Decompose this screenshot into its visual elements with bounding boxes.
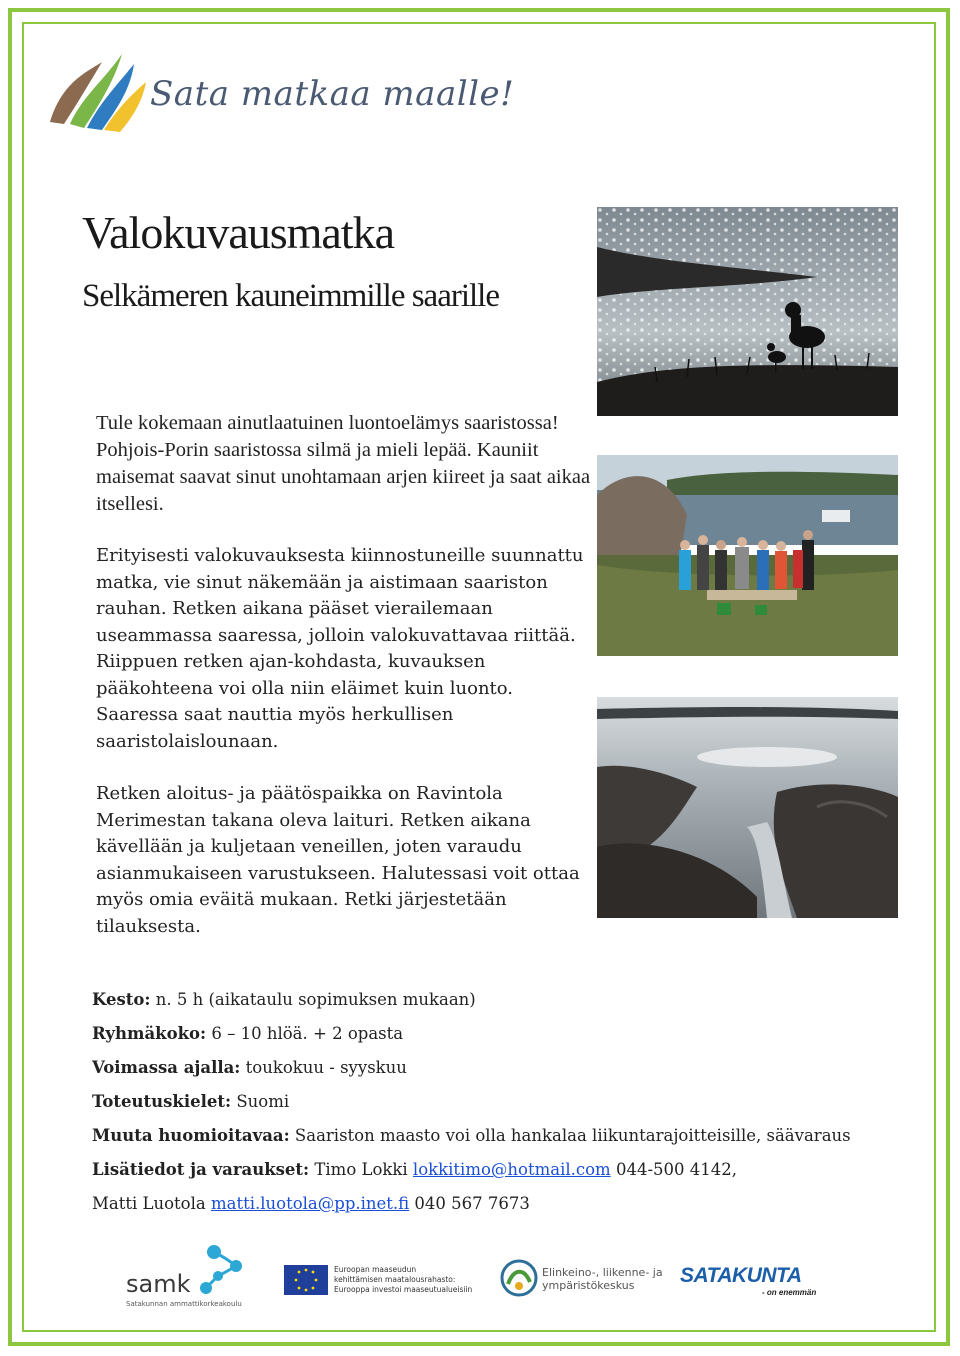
eu-line-3: Eurooppa investoi maaseutualueisiin: [334, 1285, 473, 1294]
meeting-point-paragraph: Retken aloitus- ja päätöspaikka on Ravintola Merimestan takana oleva laituri. Retken aikana kävellään ja kuljetaan veneillen, joten varaudu asianmukaiseen varustukseen. Halutessasi voit ottaa myös omia eväitä mukaan. Retki järjestetään tilauksesta.: [96, 783, 580, 937]
languages-value: Suomi: [231, 1092, 290, 1111]
contact-phone-1: 044-500 4142,: [610, 1160, 737, 1179]
notes-label: Muuta huomioitavaa:: [92, 1126, 290, 1145]
ely-line-2: ympäristökeskus: [542, 1279, 635, 1292]
validity-label: Voimassa ajalla:: [92, 1058, 241, 1077]
languages-label: Toteutuskielet:: [92, 1092, 232, 1111]
info-notes: [92, 1126, 892, 1145]
info-group-size: [92, 1024, 892, 1043]
group-photo: [597, 455, 898, 656]
satakunta-wordmark: SATAKUNTA: [680, 1264, 802, 1287]
notes-value: Saariston maasto voi olla hankalaa liikuntarajoitteisille, säävaraus: [289, 1126, 851, 1145]
intro-paragraph: Tule kokemaan ainutlaatuinen luontoelämys saaristossa! Pohjois-Porin saaristossa silmä ja mieli lepää. Kauniit maisemat saavat sinut unohtamaan arjen kiireet ja saat aikaa itsellesi.: [96, 412, 591, 515]
eu-flag-icon: [284, 1265, 328, 1295]
eu-line-1: Euroopan maaseudun: [334, 1265, 417, 1274]
duration-label: Kesto:: [92, 990, 151, 1009]
rocks-photo: [597, 697, 898, 918]
info-duration: [92, 990, 892, 1009]
ely-line-1: Elinkeino-, liikenne- ja: [542, 1266, 663, 1279]
eu-text: [334, 1265, 472, 1295]
swoosh-logo-icon: [42, 42, 152, 142]
samk-logo: [126, 1244, 256, 1310]
satakunta-logo: [680, 1264, 830, 1304]
eu-line-2: kehittämisen maatalousrahasto:: [334, 1275, 456, 1284]
info-validity: [92, 1058, 892, 1077]
duration-value: n. 5 h (aikataulu sopimuksen mukaan): [150, 990, 476, 1009]
info-contact-2: [92, 1194, 892, 1213]
contact-phone-2: 040 567 7673: [409, 1194, 530, 1213]
contact-email-link-1[interactable]: lokkitimo@hotmail.com: [412, 1160, 611, 1179]
description-paragraph: Erityisesti valokuvauksesta kiinnostuneille suunnattu matka, vie sinut näkemään ja aistimaan saariston rauhan. Retken aikana pääset vierailemaan useammassa saaressa, jolloin valokuvattavaa riittää. Riippuen retken ajan-kohdasta, kuvauksen pääkohteena voi olla niin eläimet kuin luonto. Saaressa saat nauttia myös herkullisen saaristolaislounaan.: [96, 545, 584, 752]
info-contact: [92, 1160, 892, 1179]
ely-text: [542, 1266, 663, 1292]
contact-label: Lisätiedot ja varaukset:: [92, 1160, 310, 1179]
group-size-value: 6 – 10 hlöä. + 2 opasta: [206, 1024, 404, 1043]
gull-photo: [597, 207, 898, 416]
info-languages: [92, 1092, 892, 1111]
contact-name-1: Timo Lokki: [309, 1160, 413, 1179]
ely-emblem-icon: [500, 1258, 538, 1298]
ely-logo: [500, 1258, 663, 1302]
satakunta-tagline: - on enemmän: [762, 1288, 817, 1297]
contact-name-2: Matti Luotola: [92, 1194, 211, 1213]
page-title: Valokuvausmatka: [82, 207, 395, 258]
group-size-label: Ryhmäkoko:: [92, 1024, 207, 1043]
contact-email-link-2[interactable]: matti.luotola@pp.inet.fi: [210, 1194, 410, 1213]
validity-value: toukokuu - syyskuu: [240, 1058, 407, 1077]
samk-subtitle: Satakunnan ammattikorkeakoulu: [126, 1300, 242, 1308]
samk-name: samk: [126, 1270, 191, 1298]
page-subtitle: Selkämeren kauneimmille saarille: [82, 278, 499, 314]
logo-text: Sata matkaa maalle!: [150, 74, 515, 114]
eu-logo: [284, 1263, 473, 1297]
